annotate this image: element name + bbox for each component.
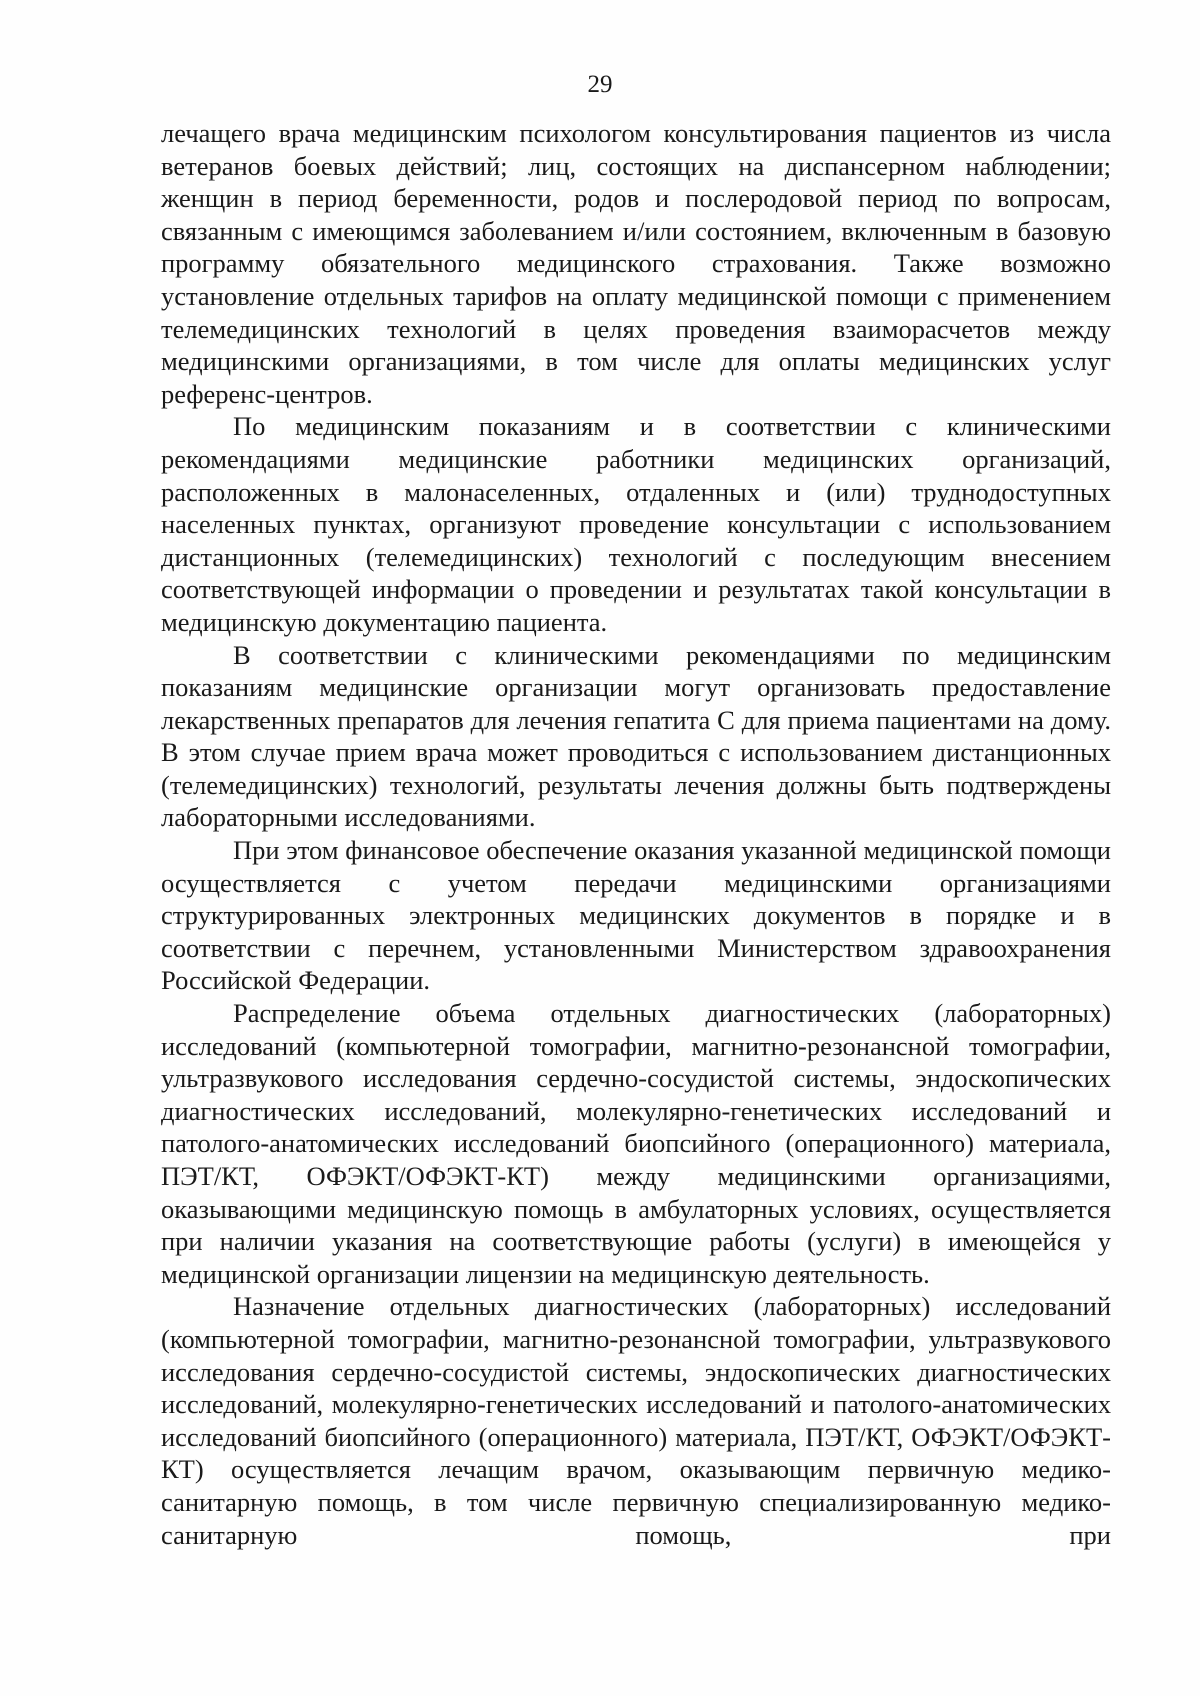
paragraph-hepatitis-c-treatment: В соответствии с клиническими рекомендациями по медицинским показаниям медицинские организации могут организовать предоставление лекарственных препаратов для лечения гепатита С для приема пациентами на дому. В этом случае прием врача может проводиться с использованием дистанционных (телемедицинских) технологий, результаты лечения должны быть подтверждены лабораторными исследованиями. xyxy=(161,639,1111,833)
document-body xyxy=(161,117,1111,1551)
paragraph-diagnostic-assignment: Назначение отдельных диагностических (лабораторных) исследований (компьютерной томографии, магнитно-резонансной томографии, ультразвукового исследования сердечно-сосудистой системы, эндоскопических диагностических исследований, молекулярно-генетических исследований и патолого-анатомических исследований биопсийного (операционного) материала, ПЭТ/КТ, ОФЭКТ/ОФЭКТ-КТ) осуществляется лечащим врачом, оказывающим первичную медико-санитарную помощь, в том числе первичную специализированную медико-санитарную помощь, при xyxy=(161,1291,1111,1550)
paragraph-continuation: лечащего врача медицинским психологом консультирования пациентов из числа ветеранов боевых действий; лиц, состоящих на диспансерном наблюдении; женщин в период беременности, родов и послеродовой период по вопросам, связанным с имеющимся заболеванием и/или состоянием, включенным в базовую программу обязательного медицинского страхования. Также возможно установление отдельных тарифов на оплату медицинской помощи с применением телемедицинских технологий в целях проведения взаиморасчетов между медицинскими организациями, в том числе для оплаты медицинских услуг референс-центров. xyxy=(161,118,1111,409)
page-number: 29 xyxy=(587,71,613,98)
paragraph-telemedicine-consultation: По медицинским показаниям и в соответствии с клиническими рекомендациями медицинские работники медицинских организаций, расположенных в малонаселенных, отдаленных и (или) труднодоступных населенных пунктах, организуют проведение консультации с использованием дистанционных (телемедицинских) технологий с последующим внесением соответствующей информации о проведении и результатах такой консультации в медицинскую документацию пациента. xyxy=(161,411,1111,637)
paragraph-diagnostic-distribution: Распределение объема отдельных диагностических (лабораторных) исследований (компьютерной томографии, магнитно-резонансной томографии, ультразвукового исследования сердечно-сосудистой системы, эндоскопических диагностических исследований, молекулярно-генетических исследований и патолого-анатомических исследований биопсийного (операционного) материала, ПЭТ/КТ, ОФЭКТ/ОФЭКТ-КТ) между медицинскими организациями, оказывающими медицинскую помощь в амбулаторных условиях, осуществляется при наличии указания на соответствующие работы (услуги) в имеющейся у медицинской организации лицензии на медицинскую деятельность. xyxy=(161,998,1111,1289)
paragraph-financial-provision: При этом финансовое обеспечение оказания указанной медицинской помощи осуществляется с учетом передачи медицинскими организациями структурированных электронных медицинских документов в порядке и в соответствии с перечнем, установленными Министерством здравоохранения Российской Федерации. xyxy=(161,835,1111,996)
